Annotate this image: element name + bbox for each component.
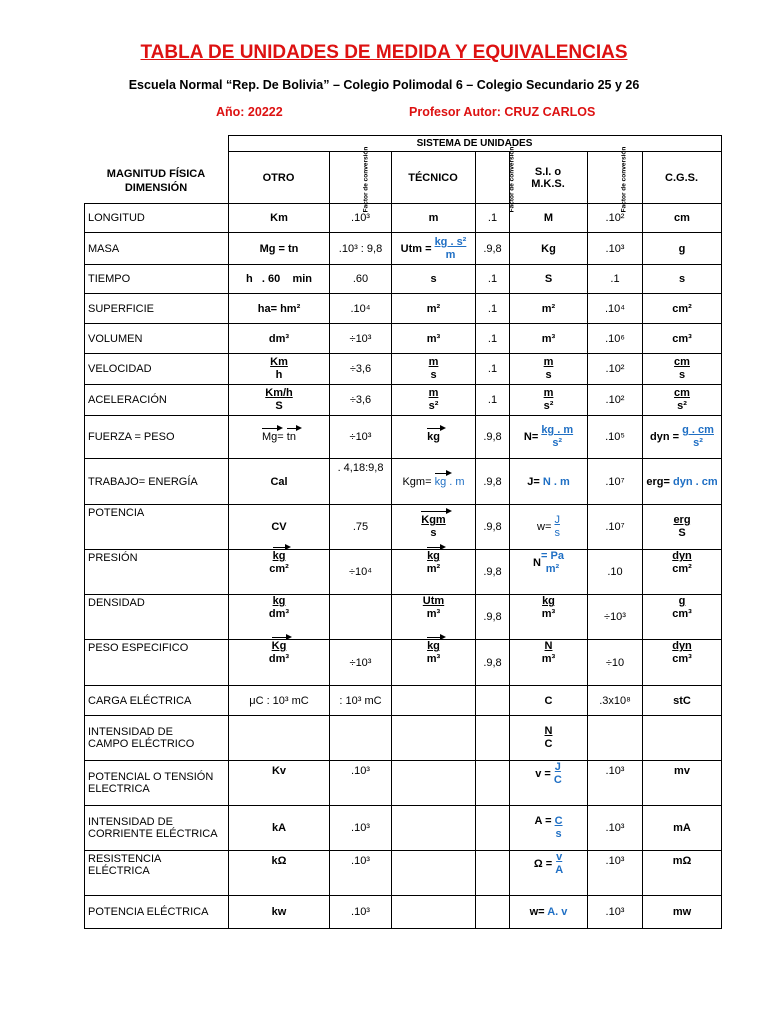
factor-cell: .10⁶ [588, 324, 643, 354]
si-cell: S [510, 265, 588, 294]
factor-cell: .10³ [330, 851, 392, 896]
cgs-cell: cm [643, 204, 722, 233]
factor-cell: .10⁷ [588, 505, 643, 550]
cgs-cell: $\frac{cm}{s}$ [643, 354, 722, 385]
tecnico-cell: $\frac{m}{s}$ [392, 354, 476, 385]
magnitude-header: MAGNITUD FÍSICA DIMENSIÓN [106, 168, 206, 194]
factor-cell: ÷10³ [330, 640, 392, 686]
factor-cell: ÷10⁴ [330, 550, 392, 595]
factor-cell: .10³ [588, 761, 643, 806]
units-body [84, 203, 722, 929]
factor-cell: ÷10³ [588, 595, 643, 640]
otro-cell [229, 716, 330, 761]
tecnico-cell [392, 761, 476, 806]
tecnico-cell: m³ [392, 324, 476, 354]
row-name: POTENCIAL O TENSIÓN ELECTRICA [85, 761, 229, 806]
factor-cell: ÷10³ [330, 416, 392, 459]
si-cell: A = $\frac{C}{s}$ [510, 806, 588, 851]
si-cell: $\frac{N}{C}$ [510, 716, 588, 761]
row-name: POTENCIA [85, 505, 229, 550]
factor-cell: .9,8 [476, 459, 510, 505]
otro-cell: $\frac{Kg}{\text{dm³}}$ [229, 640, 330, 686]
cgs-cell: stC [643, 686, 722, 716]
tecnico-cell [392, 716, 476, 761]
table-row [85, 896, 722, 929]
factor-cell: .10² [588, 354, 643, 385]
factor-cell: .9,8 [476, 233, 510, 265]
factor-cell: .10³ [330, 806, 392, 851]
table-row [85, 233, 722, 265]
cgs-cell: s [643, 265, 722, 294]
tecnico-cell: m [392, 204, 476, 233]
otro-cell: CV [229, 505, 330, 550]
tecnico-cell [392, 686, 476, 716]
cgs-cell: mv [643, 761, 722, 806]
tecnico-cell: s [392, 265, 476, 294]
factor-cell: . 4,18:9,8 [330, 459, 392, 505]
otro-cell: Mg = tn [229, 233, 330, 265]
otro-cell: $\frac{Km}{h}$ [229, 354, 330, 385]
cgs-cell: dyn = $\frac{g . cm}{\text{s²}}$ [643, 416, 722, 459]
group-header: SISTEMA DE UNIDADES [228, 136, 721, 152]
row-name: INTENSIDAD DE CAMPO ELÉCTRICO [85, 716, 229, 761]
si-cell: m³ [510, 324, 588, 354]
factor-cell: .9,8 [476, 595, 510, 640]
school-subtitle: Escuela Normal “Rep. De Bolivia” – Colegio Polimodal 6 – Colegio Secundario 25 y 26 [128, 78, 640, 92]
row-name: LONGITUD [85, 204, 229, 233]
factor-cell: : 10³ mC [330, 686, 392, 716]
otro-cell: kA [229, 806, 330, 851]
cgs-cell: $\frac{\text{dyn}}{\text{cm²}}$ [643, 550, 722, 595]
tecnico-cell: $\frac{\text{Utm}}{\text{m³}}$ [392, 595, 476, 640]
cgs-cell: $\frac{g}{\text{cm³}}$ [643, 595, 722, 640]
cgs-cell: cm² [643, 294, 722, 324]
factor-cell: .10³ [330, 204, 392, 233]
row-name: DENSIDAD [85, 595, 229, 640]
factor-cell: .1 [476, 204, 510, 233]
factor-cell: .10 [588, 550, 643, 595]
table-row [85, 294, 722, 324]
tecnico-cell: $\frac{kg}{\text{m²}}$ [392, 550, 476, 595]
si-cell: w= A. v [510, 896, 588, 929]
factor-cell: .1 [588, 265, 643, 294]
table-row [85, 806, 722, 851]
table-row [85, 459, 722, 505]
row-name: TIEMPO [85, 265, 229, 294]
table-row [85, 265, 722, 294]
col-factor-2: Factor de conversión [475, 152, 509, 204]
otro-cell: kw [229, 896, 330, 929]
si-cell: Ω = $\frac{v}{A}$ [510, 851, 588, 896]
factor-cell: .3x10⁸ [588, 686, 643, 716]
row-name: VOLUMEN [85, 324, 229, 354]
otro-cell: ha= hm² [229, 294, 330, 324]
factor-cell [476, 896, 510, 929]
year-label: Año: 20222 [216, 105, 283, 119]
factor-cell: ÷3,6 [330, 385, 392, 416]
cgs-cell [643, 716, 722, 761]
si-cell: $\frac{m}{\text{s²}}$ [510, 385, 588, 416]
si-cell: m² [510, 294, 588, 324]
table-row [85, 354, 722, 385]
factor-cell: .1 [476, 265, 510, 294]
factor-cell: .75 [330, 505, 392, 550]
factor-cell: .1 [476, 324, 510, 354]
factor-cell [330, 716, 392, 761]
col-cgs: C.G.S. [642, 152, 721, 204]
si-cell: $\frac{N}{\text{m³}}$ [510, 640, 588, 686]
row-name: VELOCIDAD [85, 354, 229, 385]
otro-cell: Mg= tn [229, 416, 330, 459]
cgs-cell: erg= dyn . cm [643, 459, 722, 505]
si-cell: N= $\frac{kg . m}{\text{s²}}$ [510, 416, 588, 459]
row-name: RESISTENCIA ELÉCTRICA [85, 851, 229, 896]
tecnico-cell [392, 806, 476, 851]
factor-cell: .9,8 [476, 640, 510, 686]
factor-cell: .1 [476, 294, 510, 324]
cgs-cell: g [643, 233, 722, 265]
tecnico-cell: m² [392, 294, 476, 324]
author-label: Profesor Autor: CRUZ CARLOS [409, 105, 596, 119]
otro-cell: $\frac{Km/h}{S}$ [229, 385, 330, 416]
factor-cell: .10² [588, 204, 643, 233]
cgs-cell: mA [643, 806, 722, 851]
col-tecnico: TÉCNICO [391, 152, 475, 204]
factor-cell: .9,8 [476, 505, 510, 550]
otro-cell: μC : 10³ mC [229, 686, 330, 716]
cgs-cell: mw [643, 896, 722, 929]
factor-cell: .10⁴ [588, 294, 643, 324]
tecnico-cell: Kgm= kg . m [392, 459, 476, 505]
factor-cell [476, 806, 510, 851]
si-cell: v = $\frac{J}{C}$ [510, 761, 588, 806]
row-name: SUPERFICIE [85, 294, 229, 324]
cgs-cell: cm³ [643, 324, 722, 354]
tecnico-cell [392, 896, 476, 929]
factor-cell: .60 [330, 265, 392, 294]
table-row [85, 640, 722, 686]
factor-cell: .10² [588, 385, 643, 416]
table-row [85, 595, 722, 640]
tecnico-cell: $\frac{m}{\text{s²}}$ [392, 385, 476, 416]
factor-cell: .10³ [588, 233, 643, 265]
row-name: POTENCIA ELÉCTRICA [85, 896, 229, 929]
factor-cell: .9,8 [476, 416, 510, 459]
row-name: PRESIÓN [85, 550, 229, 595]
table-row [85, 385, 722, 416]
factor-cell: .9,8 [476, 550, 510, 595]
factor-cell: .10³ [588, 806, 643, 851]
factor-cell: ÷10³ [330, 324, 392, 354]
table-row [85, 716, 722, 761]
tecnico-cell: $\frac{kg}{\text{m³}}$ [392, 640, 476, 686]
col-si: S.I. o M.K.S. [509, 152, 587, 204]
factor-cell: .10³ [330, 896, 392, 929]
row-name: MASA [85, 233, 229, 265]
table-row [85, 324, 722, 354]
page-title: TABLA DE UNIDADES DE MEDIDA Y EQUIVALENCIAS [140, 42, 628, 63]
col-otro: OTRO [228, 152, 329, 204]
row-name: INTENSIDAD DE CORRIENTE ELÉCTRICA [85, 806, 229, 851]
factor-cell: .1 [476, 354, 510, 385]
factor-cell: .10³ : 9,8 [330, 233, 392, 265]
cgs-cell: $\frac{\text{erg}}{S}$ [643, 505, 722, 550]
si-cell: w= $\frac{J}{s}$ [510, 505, 588, 550]
si-cell: M [510, 204, 588, 233]
row-name: FUERZA = PESO [85, 416, 229, 459]
row-name: PESO ESPECIFICO [85, 640, 229, 686]
otro-cell: $\frac{kg}{\text{cm²}}$ [229, 550, 330, 595]
otro-cell: dm³ [229, 324, 330, 354]
factor-cell: .10³ [588, 896, 643, 929]
factor-cell [476, 686, 510, 716]
factor-cell [476, 761, 510, 806]
tecnico-cell [392, 851, 476, 896]
table-row [85, 416, 722, 459]
si-cell: $\frac{kg}{\text{m³}}$ [510, 595, 588, 640]
factor-cell [588, 716, 643, 761]
otro-cell: $\frac{kg}{\text{dm³}}$ [229, 595, 330, 640]
otro-cell: h . 60 min [229, 265, 330, 294]
factor-cell: .10³ [330, 761, 392, 806]
cgs-cell: $\frac{cm}{\text{s²}}$ [643, 385, 722, 416]
factor-cell: .10⁵ [588, 416, 643, 459]
tecnico-cell: Utm = $\frac{\text{kg . s²}}{m}$ [392, 233, 476, 265]
si-cell: N = Pa m² [510, 550, 588, 595]
otro-cell: Kv [229, 761, 330, 806]
cgs-cell: mΩ [643, 851, 722, 896]
col-factor-3: Factor de conversión [587, 152, 642, 204]
table-row [85, 686, 722, 716]
factor-cell: .1 [476, 385, 510, 416]
factor-cell [330, 595, 392, 640]
table-row [85, 761, 722, 806]
factor-cell [476, 851, 510, 896]
row-name: TRABAJO= ENERGÍA [85, 459, 229, 505]
si-cell: C [510, 686, 588, 716]
table-row [85, 851, 722, 896]
factor-cell: ÷3,6 [330, 354, 392, 385]
factor-cell [476, 716, 510, 761]
col-factor-1: Factor de conversión [329, 152, 391, 204]
table-row [85, 204, 722, 233]
otro-cell: kΩ [229, 851, 330, 896]
factor-cell: .10⁷ [588, 459, 643, 505]
row-name: ACELERACIÓN [85, 385, 229, 416]
cgs-cell: $\frac{\text{dyn}}{\text{cm³}}$ [643, 640, 722, 686]
si-cell: J= N . m [510, 459, 588, 505]
tecnico-cell: $\frac{\text{Kgm}}{s}$ [392, 505, 476, 550]
factor-cell: .10⁴ [330, 294, 392, 324]
si-cell: $\frac{m}{s}$ [510, 354, 588, 385]
si-cell: Kg [510, 233, 588, 265]
otro-cell: Km [229, 204, 330, 233]
row-name: CARGA ELÉCTRICA [85, 686, 229, 716]
table-row [85, 550, 722, 595]
factor-cell: ÷10 [588, 640, 643, 686]
table-row [85, 505, 722, 550]
tecnico-cell: kg [392, 416, 476, 459]
otro-cell: Cal [229, 459, 330, 505]
factor-cell: .10³ [588, 851, 643, 896]
